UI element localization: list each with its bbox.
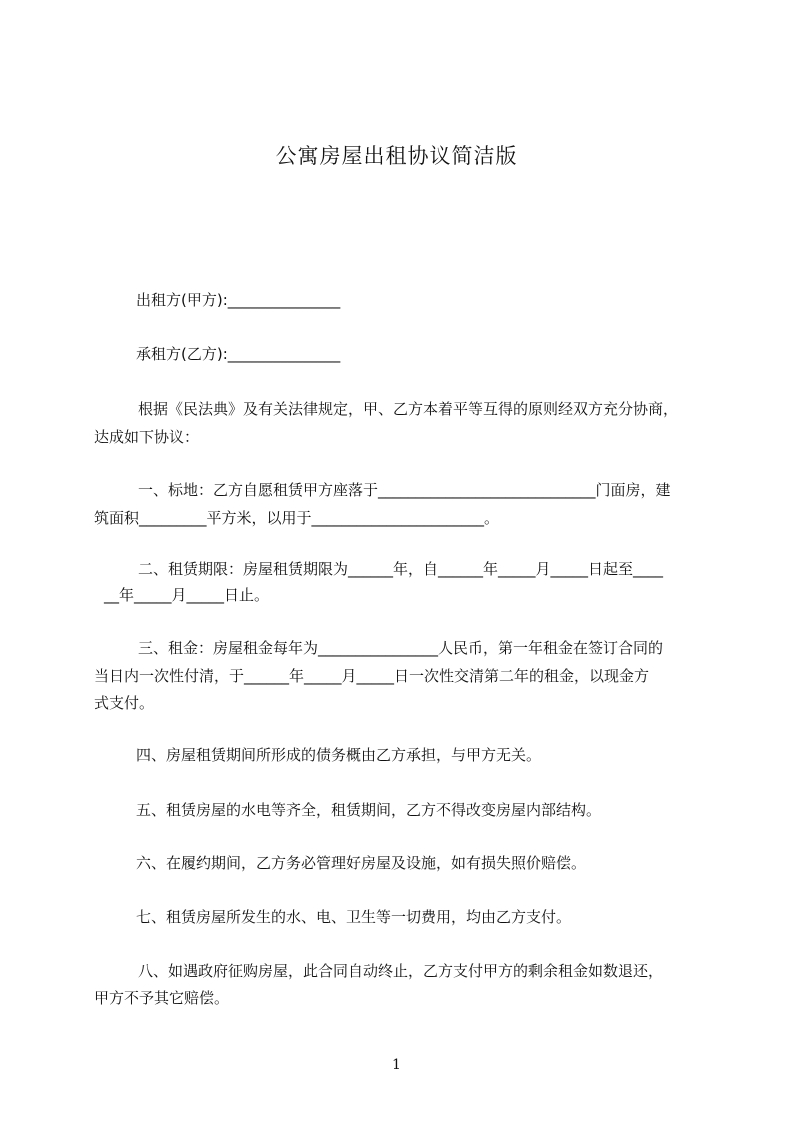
clause-1-line-1: 一、标地：乙方自愿租赁甲方座落于_____________________________门面房，建 (138, 481, 671, 499)
clause-2-line-2: __年_____月_____日止。 (104, 586, 270, 604)
clause-3-line-1: 三、租金：房屋租金每年为________________人民币，第一年租金在签订合同的 (138, 639, 664, 657)
lessor-line: 出租方(甲方):_______________ (136, 291, 341, 309)
lessee-line: 承租方(乙方):_______________ (136, 345, 341, 363)
document-title: 公寓房屋出租协议简洁版 (275, 144, 518, 168)
clause-2-line-1: 二、租赁期限：房屋租赁期限为______年，自______年_____月_____日起至____ (138, 560, 664, 578)
clause-3-line-2: 当日内一次性付清，于______年_____月_____日一次性交清第二年的租金，以现金方 (94, 667, 650, 685)
clause-8-line-2: 甲方不予其它赔偿。 (94, 989, 230, 1007)
preamble-line-2: 达成如下协议： (94, 428, 200, 446)
clause-5: 五、租赁房屋的水电等齐全，租赁期间，乙方不得改变房屋内部结构。 (136, 801, 602, 819)
clause-6: 六、在履约期间，乙方务必管理好房屋及设施，如有损失照价赔偿。 (136, 854, 587, 872)
preamble-line-1: 根据《民法典》及有关法律规定，甲、乙方本着平等互得的原则经双方充分协商， (138, 400, 679, 418)
clause-1-line-2: 筑面积_________平方米，以用于_______________________。 (94, 509, 500, 527)
clause-3-line-3: 式支付。 (94, 694, 155, 712)
clause-4: 四、房屋租赁期间所形成的债务概由乙方承担，与甲方无关。 (136, 746, 542, 764)
clause-7: 七、租赁房屋所发生的水、电、卫生等一切费用，均由乙方支付。 (136, 908, 572, 926)
page-number: 1 (392, 1057, 401, 1073)
clause-8-line-1: 八、如遇政府征购房屋，此合同自动终止，乙方支付甲方的剩余租金如数退还， (138, 962, 664, 980)
